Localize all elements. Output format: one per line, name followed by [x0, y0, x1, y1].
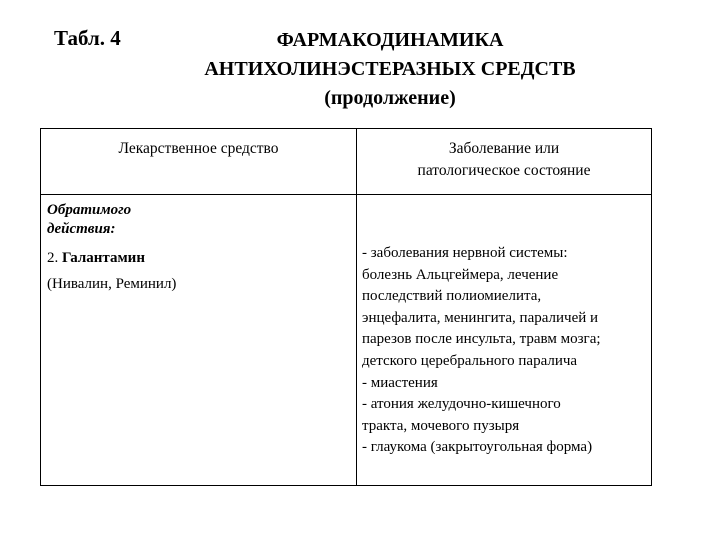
disease-line: тракта, мочевого пузыря — [362, 417, 520, 434]
drug-brands: (Нивалин, Реминил) — [47, 276, 177, 292]
pharmacodynamics-table — [40, 128, 652, 486]
disease-line: - заболевания нервной системы: — [362, 245, 568, 261]
drug-entry — [47, 245, 352, 297]
disease-line: парезов после инсульта, травм мозга; — [362, 331, 601, 348]
drug-name-line — [47, 245, 352, 271]
disease-line: - атония желудочно-кишечного — [362, 396, 561, 413]
table-number-label: Табл. 4 — [54, 26, 121, 50]
disease-cell — [357, 195, 652, 486]
disease-line: - миастения — [362, 374, 438, 391]
table-header-row — [41, 129, 652, 195]
title-line-1: ФАРМАКОДИНАМИКА — [276, 29, 504, 51]
disease-line: болезнь Альцгеймера, лечение — [362, 266, 559, 283]
table-row — [41, 195, 652, 486]
title-line-2: АНТИХОЛИНЭСТЕРАЗНЫХ СРЕДСТВ — [204, 58, 576, 80]
disease-line: детского церебрального паралича — [362, 352, 578, 369]
column-header-disease-line-2: патологическое состояние — [417, 162, 591, 179]
title-line-3: (продолжение) — [324, 87, 456, 109]
drug-number: 2. — [47, 250, 59, 266]
column-header-disease-line-1: Заболевание или — [448, 140, 560, 157]
column-header-disease — [357, 129, 652, 195]
drug-type-line-2: действия: — [47, 221, 116, 237]
drug-type — [47, 201, 352, 239]
disease-line: - глаукома (закрытоугольная форма) — [362, 439, 593, 456]
drug-type-line-1: Обратимого — [47, 202, 132, 218]
drug-cell — [41, 195, 357, 486]
column-header-drug: Лекарственное средство — [41, 129, 357, 195]
page-title — [150, 26, 630, 113]
disease-line: энцефалита, менингита, параличей и — [362, 309, 599, 326]
drug-name: Галантамин — [62, 250, 145, 266]
disease-line: последствий полиомиелита, — [362, 288, 542, 305]
